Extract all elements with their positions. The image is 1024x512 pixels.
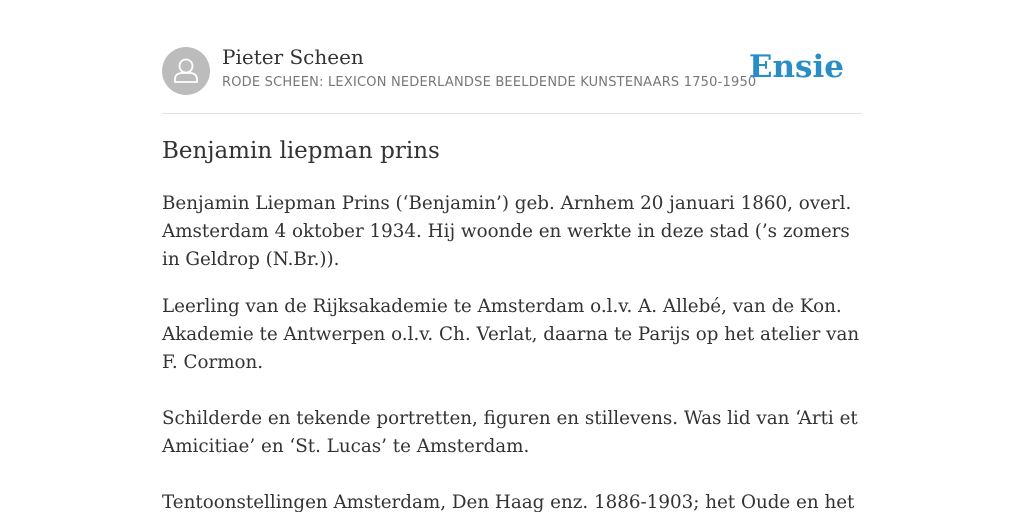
article-header: [162, 45, 862, 113]
source-title[interactable]: RODE SCHEEN: LEXICON NEDERLANDSE BEELDENDE KUNSTENAARS 1750-1950: [222, 75, 757, 90]
work-text: Schilderde en tekende portretten, figuren en stillevens. Was lid van ‘Arti et Amicitiae’ en ‘St. Lucas’ te Amsterdam.: [162, 408, 858, 457]
article-title: Benjamin liepman prins: [162, 138, 440, 164]
site-logo[interactable]: Ensie: [748, 49, 844, 85]
paragraph-biography: Benjamin Liepman Prins (‘Benjamin’) geb. Arnhem 20 januari 1860, overl. Amsterdam 4 oktober 1934. Hij woonde en werkte in deze stad (’s zomers in Geldrop (N.Br.)).: [162, 193, 852, 270]
author-avatar[interactable]: [162, 47, 210, 95]
header-divider: [162, 113, 862, 114]
article-body: [162, 190, 862, 512]
training-text: Leerling van de Rijksakademie te Amsterdam o.l.v. A. Allebé, van de Kon. Akademie te Antwerpen o.l.v. Ch. Verlat, daarna te Parijs op het atelier van F. Cormon.: [162, 296, 860, 373]
user-icon: [162, 47, 210, 95]
author-name[interactable]: Pieter Scheen: [222, 45, 364, 69]
paragraph-training: [162, 293, 862, 512]
exhibitions-text: Tentoonstellingen Amsterdam, Den Haag enz. 1886-1903; het Oude en het: [162, 492, 855, 512]
